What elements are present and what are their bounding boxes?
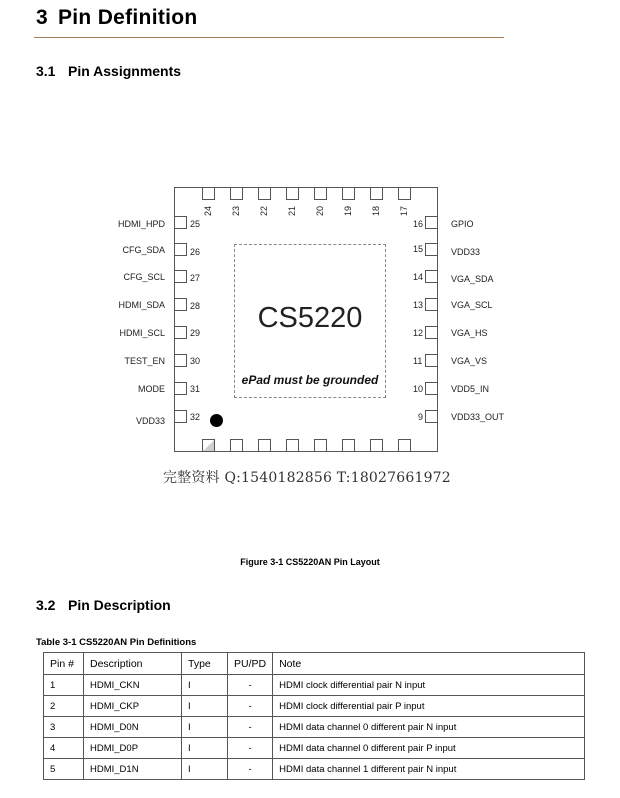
pin-label: VDD33_OUT xyxy=(451,412,505,422)
pin-pad-bottom xyxy=(202,439,215,452)
pin-number: 22 xyxy=(259,206,269,217)
pin-pad-bottom xyxy=(342,439,355,452)
pin-pad-left xyxy=(174,326,187,339)
column-header: Pin # xyxy=(44,653,84,675)
pin-label: HDMI_SCL xyxy=(119,328,165,338)
table-row xyxy=(44,696,585,717)
pin-pad-right xyxy=(425,270,438,283)
pin-pad-bottom xyxy=(286,439,299,452)
cell-type: I xyxy=(182,738,228,759)
pin-pad-bottom xyxy=(258,439,271,452)
pin-number: 24 xyxy=(203,206,213,217)
pin-label: VGA_SCL xyxy=(451,300,493,310)
cell-note: HDMI data channel 1 different pair N input xyxy=(273,759,585,780)
pin-pad-bottom xyxy=(314,439,327,452)
pin-number: 13 xyxy=(413,300,424,310)
pin-number: 26 xyxy=(190,247,201,257)
pin-number: 17 xyxy=(399,206,409,217)
pin-pad-right xyxy=(425,326,438,339)
cell-note: HDMI data channel 0 different pair N input xyxy=(273,717,585,738)
pin-pad-right xyxy=(425,216,438,229)
pin-number: 21 xyxy=(287,206,297,217)
cell-description: HDMI_D0P xyxy=(84,738,182,759)
pin-pad-top xyxy=(258,187,271,200)
pin-pad-top xyxy=(342,187,355,200)
cell-type: I xyxy=(182,675,228,696)
cell-pin: 5 xyxy=(44,759,84,780)
table-row xyxy=(44,738,585,759)
pin-label: VGA_HS xyxy=(451,328,488,338)
cell-pupd: - xyxy=(228,696,273,717)
pin-pad-left xyxy=(174,243,187,256)
pin-label: VDD33 xyxy=(135,416,165,426)
cell-pupd: - xyxy=(228,759,273,780)
column-header: Type xyxy=(182,653,228,675)
pin-pad-left xyxy=(174,354,187,367)
pin-label: HDMI_SDA xyxy=(118,300,165,310)
pin-pad-top xyxy=(398,187,411,200)
pin-label: MODE xyxy=(138,384,165,394)
pin-number: 16 xyxy=(413,219,424,229)
table-row xyxy=(44,759,585,780)
pin-number: 19 xyxy=(343,206,353,217)
pin-number: 12 xyxy=(413,328,424,338)
cell-description: HDMI_D0N xyxy=(84,717,182,738)
pin-label: VGA_SDA xyxy=(451,274,494,284)
pin-pad-right xyxy=(425,243,438,256)
table-caption: Table 3-1 CS5220AN Pin Definitions xyxy=(36,637,197,648)
pin-pad-left xyxy=(174,382,187,395)
pin-number: 14 xyxy=(413,272,424,282)
pin1-marker-dot xyxy=(210,414,223,427)
table-row xyxy=(44,675,585,696)
cell-note: HDMI clock differential pair P input xyxy=(273,696,585,717)
figure-caption: Figure 3-1 CS5220AN Pin Layout xyxy=(240,557,380,567)
pin-pad-top xyxy=(370,187,383,200)
column-header: Description xyxy=(84,653,182,675)
table-header-row xyxy=(44,653,585,675)
cell-pin: 3 xyxy=(44,717,84,738)
pin-pad-bottom xyxy=(230,439,243,452)
cell-description: HDMI_D1N xyxy=(84,759,182,780)
pin-pad-top xyxy=(230,187,243,200)
column-header: Note xyxy=(273,653,585,675)
epad-note: ePad must be grounded xyxy=(241,373,379,387)
pin-number: 10 xyxy=(413,384,424,394)
pin-number: 11 xyxy=(413,356,423,366)
cell-note: HDMI clock differential pair N input xyxy=(273,675,585,696)
cell-type: I xyxy=(182,759,228,780)
watermark-contact: 完整资料 Q:1540182856 T:18027661972 xyxy=(163,470,451,486)
cell-pin: 2 xyxy=(44,696,84,717)
pin-number: 25 xyxy=(190,219,201,229)
cell-pupd: - xyxy=(228,675,273,696)
pin-pad-left xyxy=(174,216,187,229)
pin-number: 27 xyxy=(190,273,201,283)
pin-number: 30 xyxy=(190,356,201,366)
pin-pad-left xyxy=(174,410,187,423)
pin-number: 28 xyxy=(190,301,201,311)
pin-pad-right xyxy=(425,410,438,423)
cell-type: I xyxy=(182,717,228,738)
pin-pad-top xyxy=(286,187,299,200)
pin-number: 31 xyxy=(190,384,201,394)
pin-pad-top xyxy=(314,187,327,200)
pin-label: GPIO xyxy=(451,219,474,229)
cell-pin: 1 xyxy=(44,675,84,696)
pin-label: VGA_VS xyxy=(451,356,488,366)
cell-description: HDMI_CKP xyxy=(84,696,182,717)
pin-number: 32 xyxy=(190,412,201,422)
subsection-title-pin-description: 3.2 Pin Description xyxy=(36,597,171,613)
pin-pad-right xyxy=(425,298,438,311)
pin-number: 18 xyxy=(371,206,381,217)
cell-pupd: - xyxy=(228,717,273,738)
pin-number: 20 xyxy=(315,206,325,217)
cell-type: I xyxy=(182,696,228,717)
pin-label: HDMI_HPD xyxy=(117,219,165,229)
pin-pad-left xyxy=(174,270,187,283)
pin-label: CFG_SCL xyxy=(123,272,165,282)
pin-number: 15 xyxy=(413,244,424,254)
pin-label: TEST_EN xyxy=(124,356,165,366)
column-header: PU/PD xyxy=(228,653,273,675)
pin-number: 29 xyxy=(190,328,201,338)
cell-note: HDMI data channel 0 different pair P input xyxy=(273,738,585,759)
cell-pupd: - xyxy=(228,738,273,759)
cell-description: HDMI_CKN xyxy=(84,675,182,696)
pin-label: CFG_SDA xyxy=(122,245,165,255)
cell-pin: 4 xyxy=(44,738,84,759)
pin-pad-top xyxy=(202,187,215,200)
pin-definition-table xyxy=(43,652,585,780)
table-row xyxy=(44,717,585,738)
section-divider xyxy=(34,37,504,38)
pin-number: 9 xyxy=(418,412,424,422)
pin-pad-bottom xyxy=(398,439,411,452)
pin-pad-right xyxy=(425,382,438,395)
pin-pad-left xyxy=(174,298,187,311)
subsection-title-pin-assignments: 3.1 Pin Assignments xyxy=(36,63,182,79)
section-title: 3 Pin Definition xyxy=(36,6,198,29)
pin-label: VDD5_IN xyxy=(451,384,490,394)
pin-label: VDD33 xyxy=(451,247,481,257)
pin-number: 23 xyxy=(231,206,241,217)
chip-name: CS5220 xyxy=(257,302,363,334)
pin-pad-bottom xyxy=(370,439,383,452)
pin-pad-right xyxy=(425,354,438,367)
